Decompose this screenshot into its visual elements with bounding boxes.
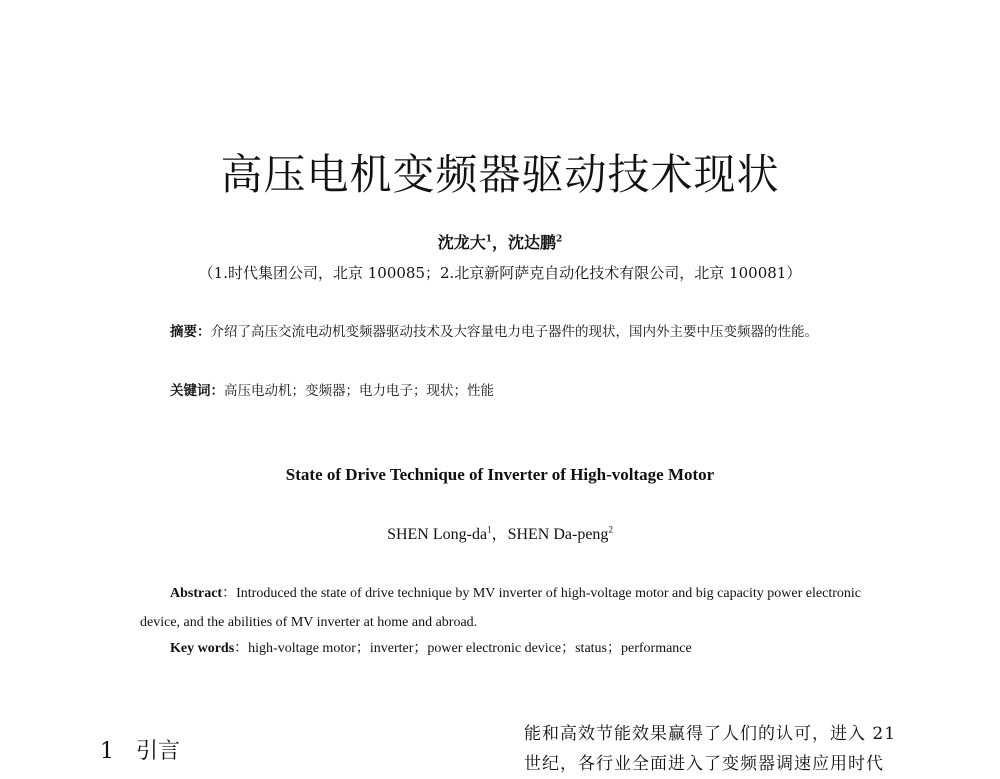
abstract-en-text: Introduced the state of drive technique by MV inverter of high-voltage motor and big capacity power electronic device, and the abilities of MV inverter at home and abroad. [140,586,861,630]
paper-title-en: State of Drive Technique of Inverter of High-voltage Motor [285,465,715,484]
author1-cn-affil-mark: 1 [485,234,492,245]
body-text-right-column [524,719,924,779]
body-line: 世纪，各行业全面进入了变频器调速应用时代 [524,754,884,774]
abstract-en-label: Abstract [170,586,223,601]
body-line: 能和高效节能效果赢得了人们的认可，进入 21 [524,724,897,744]
section-number: 1 [100,739,114,764]
abstract-cn-label: 摘要： [170,324,211,340]
abstract-en [140,579,875,637]
keywords-cn-text: 高压电动机；变频器；电力电子；现状；性能 [224,383,494,399]
abstract-en-sep: ： [222,586,237,601]
author2-en: SHEN Da-peng [507,526,609,543]
author2-cn-affil-mark: 2 [556,234,563,245]
author2-cn: 沈达鹏 [508,233,557,252]
affiliation-cn: （1.时代集团公司，北京 100085；2.北京新阿萨克自动化技术有限公司，北京 100081） [198,264,802,282]
abstract-cn [140,318,875,346]
paper-title-cn: 高压电机变频器驱动技术现状 [220,150,780,199]
author-separator-en: ， [491,526,508,543]
authors-en [0,521,1000,544]
keywords-cn-label: 关键词： [170,383,224,399]
author-separator-cn: ， [491,233,508,252]
author1-en-affil-mark: 1 [487,524,492,535]
keywords-cn [170,379,870,399]
keywords-en [170,637,870,657]
abstract-cn-text: 介绍了高压交流电动机变频器驱动技术及大容量电力电子器件的现状，国内外主要中压变频器的性能。 [210,324,818,340]
author1-cn: 沈龙大 [437,233,486,252]
section-heading [100,734,180,765]
author1-en: SHEN Long-da [387,526,488,543]
author2-en-affil-mark: 2 [608,524,613,535]
section-title: 引言 [136,739,181,764]
authors-cn [0,230,1000,253]
keywords-en-sep: ： [234,641,249,656]
keywords-en-text: high-voltage motor；inverter；power electronic device；status；performance [248,641,692,656]
keywords-en-label: Key words [170,641,235,656]
